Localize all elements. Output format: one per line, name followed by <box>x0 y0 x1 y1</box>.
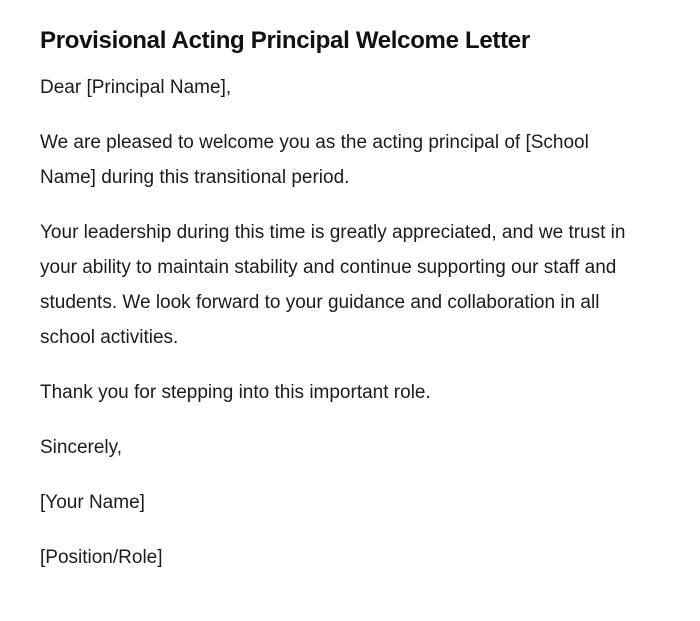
letter-title: Provisional Acting Principal Welcome Letter <box>40 27 530 54</box>
signature-role: [Position/Role] <box>40 547 163 568</box>
letter-paragraph-thanks: Thank you for stepping into this important role. <box>40 382 431 403</box>
letter-document <box>40 22 640 575</box>
letter-greeting: Dear [Principal Name], <box>40 77 232 98</box>
signature-name: [Your Name] <box>40 492 145 513</box>
letter-paragraph-intro: We are pleased to welcome you as the acting principal of [School Name] during this transitional period. <box>40 132 589 188</box>
letter-closing: Sincerely, <box>40 437 123 458</box>
letter-paragraph-body: Your leadership during this time is greatly appreciated, and we trust in your ability to maintain stability and continue supporting our staff and students. We look forward to your guidance and collaboration in all school activities. <box>40 222 626 348</box>
